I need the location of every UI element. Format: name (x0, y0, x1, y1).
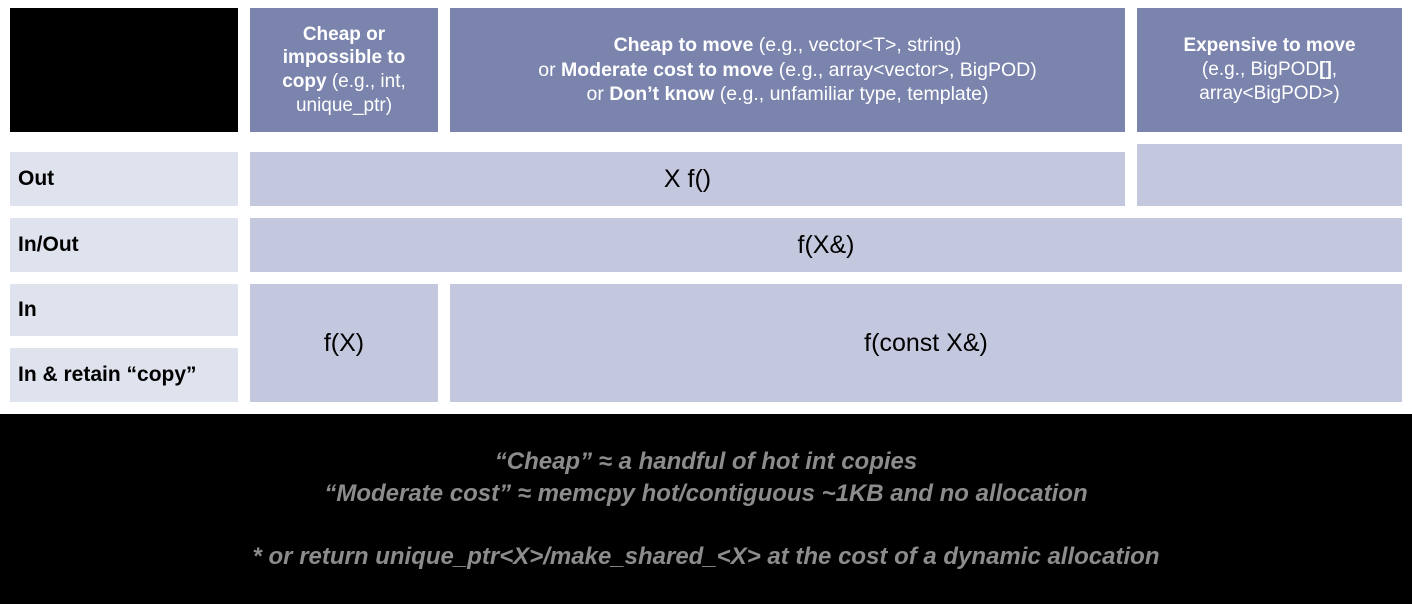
row-label-in-out: In/Out (10, 218, 238, 272)
dontknow-bold: Don’t know (609, 83, 715, 106)
note-cheap-definition: “Cheap” ≈ a handful of hot int copies (494, 448, 918, 475)
table-corner-blank-cell (10, 8, 238, 132)
footer-notes (0, 414, 1412, 604)
moderate-rest: (e.g., array<vector>, BigPOD) (773, 58, 1037, 81)
footer-notes-group-1 (0, 414, 1412, 511)
footer-notes-group-2 (0, 511, 1412, 573)
cell-out-expensive-to-move (1137, 144, 1402, 206)
cheap-move-rest: (e.g., vector<T>, string) (753, 34, 962, 57)
column-header-cheap-copy-rest: (e.g., int, unique_ptr) (295, 71, 406, 116)
dontknow-prefix: or (586, 83, 610, 106)
column-header-cheap-move-line2 (538, 58, 1037, 82)
column-header-cheap-copy-bold: Cheap or impossible to copy (282, 23, 406, 92)
column-header-cheap-move-line1 (538, 33, 1037, 57)
row-label-in-and-retain-copy: In & retain “copy” (10, 348, 238, 402)
note-return-unique-ptr: * or return unique_ptr<X>/make_shared_<X> at the cost of a dynamic allocation (252, 542, 1160, 570)
table-header-row (0, 0, 1412, 132)
moderate-bold: Moderate cost to move (561, 58, 774, 81)
row-label-in: In (10, 284, 238, 336)
expensive-line2-rest: , (1331, 59, 1338, 81)
column-header-cheap-move-line3 (538, 82, 1037, 106)
dontknow-rest: (e.g., unfamiliar type, template) (714, 83, 989, 106)
moderate-prefix: or (538, 58, 561, 81)
cell-in-out-f-x-ref: f(X&) (250, 218, 1402, 272)
expensive-line2 (1183, 58, 1355, 82)
expensive-bold-line: Expensive to move (1183, 35, 1356, 57)
cell-in-f-x: f(X) (250, 284, 438, 402)
note-moderate-cost-definition: “Moderate cost” ≈ memcpy hot/contiguous ~1KB and no allocation (324, 480, 1088, 508)
column-header-cheap-or-impossible-to-copy (250, 8, 438, 132)
cheap-move-bold: Cheap to move (613, 34, 754, 57)
column-header-cheap-to-move (450, 8, 1125, 132)
expensive-line2-text: (e.g., BigPOD (1201, 59, 1320, 81)
cell-in-f-const-x-ref: f(const X&) (450, 284, 1402, 402)
expensive-line2-bold: [] (1319, 59, 1332, 81)
cell-out-x-f: X f() (250, 152, 1125, 206)
expensive-line3: array<BigPOD>) (1199, 82, 1340, 104)
column-header-expensive-to-move (1137, 8, 1402, 132)
row-label-out: Out (10, 152, 238, 206)
